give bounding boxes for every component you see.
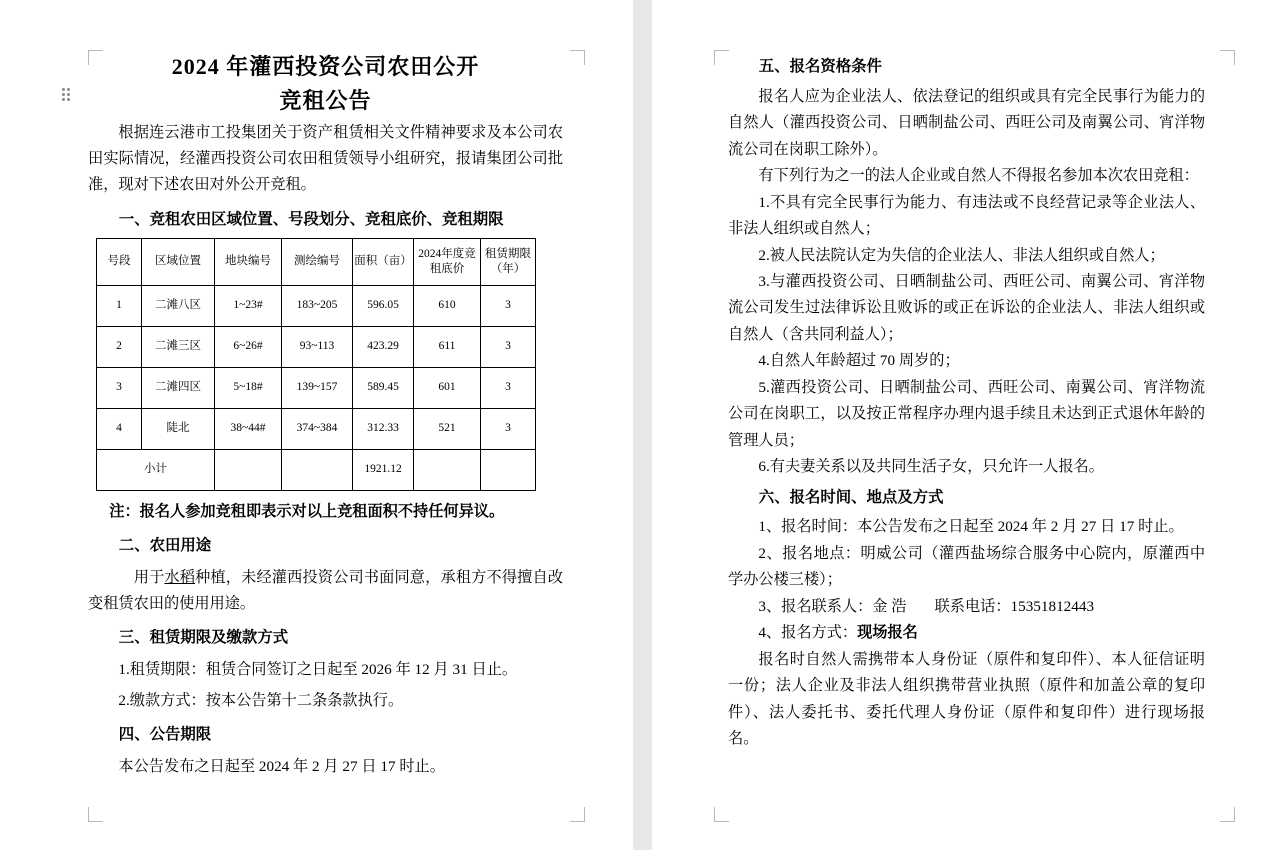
document-page-right [652, 0, 1285, 850]
section-6-contact-phone: 联系电话：15351812443 [934, 597, 1095, 615]
cell-survey-no: 93~113 [282, 327, 353, 368]
cell-plot-no: 38~44# [215, 409, 282, 450]
cell-area: 589.45 [353, 368, 414, 409]
section-6-heading: 六、报名时间、地点及方式 [758, 488, 944, 506]
section-5-paragraph-2: 有下列行为之一的法人企业或自然人不得报名参加本次农田竞租： [758, 167, 1199, 185]
th-area: 面积（亩） [353, 239, 414, 286]
cell-area: 312.33 [353, 409, 414, 450]
section-5-heading: 五、报名资格条件 [758, 58, 882, 75]
cell-base-price: 610 [414, 286, 481, 327]
cell-term: 3 [481, 409, 536, 450]
section-2-underlined-term: 水稻 [164, 568, 196, 586]
table-total-row [97, 450, 536, 491]
section-5-item-2: 2.被人民法院认定为失信的企业法人、非法人组织或自然人； [758, 246, 1165, 264]
cell-segment: 2 [97, 327, 142, 368]
th-segment: 号段 [97, 239, 142, 286]
cell-base-price: 611 [414, 327, 481, 368]
section-5-item-6: 6.有夫妻关系以及共同生活子女，只允许一人报名。 [758, 458, 1104, 476]
th-base-price: 2024年度竞租底价 [414, 239, 481, 286]
crop-mark-bottom-left [88, 807, 103, 822]
section-6-item-2: 2、报名地点：明威公司（灌西盐场综合服务中心院内，原灌西中学办公楼三楼）； [728, 544, 1205, 589]
intro-paragraph: 根据连云港市工投集团关于资产租赁相关文件精神要求及本公司农田实际情况，经灌西投资公司农田租赁领导小组研究，报请集团公司批准，现对下述农田对外公开竞租。 [88, 124, 563, 194]
section-5-paragraph-1: 报名人应为企业法人、依法登记的组织或具有完全民事行为能力的自然人（灌西投资公司、日晒制盐公司、西旺公司及南翼公司、宵洋物流公司在岗职工除外）。 [728, 87, 1205, 158]
drag-handle-icon[interactable] [62, 88, 72, 102]
cell-base-price: 521 [414, 409, 481, 450]
section-1-heading: 一、竞租农田区域位置、号段划分、竞租底价、竞租期限 [118, 210, 504, 228]
cell-location: 陡北 [142, 409, 215, 450]
section-2-pre: 用于 [133, 568, 165, 586]
page-gutter [633, 0, 652, 850]
title-line-1: 2024 年灌西投资公司农田公开 [171, 54, 480, 79]
table-row [97, 368, 536, 409]
section-6-item-1: 1、报名时间：本公告发布之日起至 2024 年 2 月 27 日 17 时止。 [758, 518, 1184, 536]
cell-survey-no: 374~384 [282, 409, 353, 450]
table-header [97, 239, 536, 286]
document-page-left [0, 0, 633, 850]
th-plot-no: 地块编号 [215, 239, 282, 286]
section-3-heading: 三、租赁期限及缴款方式 [118, 629, 289, 647]
cell-segment: 3 [97, 368, 142, 409]
cell-term: 3 [481, 286, 536, 327]
section-2-heading: 二、农田用途 [118, 537, 212, 555]
page-title [88, 50, 563, 118]
table-row [97, 286, 536, 327]
cell-total-blank-3 [414, 450, 481, 491]
section-5-item-4: 4.自然人年龄超过 70 周岁的； [758, 352, 960, 370]
th-survey-no: 测绘编号 [282, 239, 353, 286]
cell-plot-no: 5~18# [215, 368, 282, 409]
crop-mark-top-left [714, 50, 729, 65]
section-6-paragraph-last: 报名时自然人需携带本人身份证（原件和复印件）、本人征信证明一份；法人企业及非法人组织携带营业执照（原件和加盖公章的复印件）、法人委托书、委托代理人身份证（原件和复印件）进行现场报名。 [728, 650, 1205, 748]
title-line-2: 竞租公告 [279, 88, 372, 114]
cell-term: 3 [481, 368, 536, 409]
table-row [97, 409, 536, 450]
table-body [97, 286, 536, 491]
bid-parcels-table [96, 238, 536, 491]
cell-base-price: 601 [414, 368, 481, 409]
section-3-item-2: 2.缴款方式：按本公告第十二条条款执行。 [118, 691, 404, 709]
section-2-body [88, 565, 563, 617]
section-6-contact-name: 3、报名联系人：金 浩 [758, 597, 907, 615]
th-lease-term: 租赁期限（年） [481, 239, 536, 286]
section-5-item-3: 3.与灌西投资公司、日晒制盐公司、西旺公司、南翼公司、宵洋物流公司发生过法律诉讼且败诉的或正在诉讼的企业法人、非法人组织或自然人（含共同利益人）； [728, 272, 1205, 343]
section-6-item-3 [728, 594, 1205, 620]
table-header-row [97, 239, 536, 286]
section-5-item-5: 5.灌西投资公司、日晒制盐公司、西旺公司、南翼公司、宵洋物流公司在岗职工，以及按正常程序办理内退手续且未达到正式退休年龄的管理人员； [728, 378, 1205, 449]
cell-survey-no: 183~205 [282, 286, 353, 327]
th-area-location: 区域位置 [142, 239, 215, 286]
cell-total-blank-4 [481, 450, 536, 491]
section-2-post: 种植，未经灌西投资公司书面同意，承租方不得擅自改变租赁农田的使用用途。 [88, 568, 564, 612]
crop-mark-bottom-right [1220, 807, 1235, 822]
table-row [97, 327, 536, 368]
cell-location: 二滩八区 [142, 286, 215, 327]
crop-mark-top-right [1220, 50, 1235, 65]
crop-mark-top-right [570, 50, 585, 65]
section-6-signup-method-label: 4、报名方式： [758, 624, 858, 642]
cell-area: 423.29 [353, 327, 414, 368]
crop-mark-bottom-left [714, 807, 729, 822]
cell-segment: 1 [97, 286, 142, 327]
crop-mark-bottom-right [570, 807, 585, 822]
cell-location: 二滩四区 [142, 368, 215, 409]
cell-total-blank-2 [282, 450, 353, 491]
cell-area: 596.05 [353, 286, 414, 327]
section-6-item-4 [728, 620, 1205, 646]
section-3-list [88, 657, 563, 714]
cell-plot-no: 6~26# [215, 327, 282, 368]
table-note: 注：报名人参加竞租即表示对以上竞租面积不持任何异议。 [109, 503, 505, 521]
cell-location: 二滩三区 [142, 327, 215, 368]
section-4-body: 本公告发布之日起至 2024 年 2 月 27 日 17 时止。 [118, 757, 445, 775]
section-4-heading: 四、公告期限 [118, 725, 212, 743]
cell-total-blank-1 [215, 450, 282, 491]
cell-segment: 4 [97, 409, 142, 450]
cell-survey-no: 139~157 [282, 368, 353, 409]
cell-total-area: 1921.12 [353, 450, 414, 491]
cell-total-label: 小计 [97, 450, 215, 491]
cell-plot-no: 1~23# [215, 286, 282, 327]
section-5-item-1: 1.不具有完全民事行为能力、有违法或不良经营记录等企业法人、非法人组织或自然人； [728, 193, 1205, 238]
cell-term: 3 [481, 327, 536, 368]
section-3-item-1: 1.租赁期限：租赁合同签订之日起至 2026 年 12 月 31 日止。 [118, 660, 518, 678]
section-6-signup-method-value: 现场报名 [857, 624, 918, 642]
